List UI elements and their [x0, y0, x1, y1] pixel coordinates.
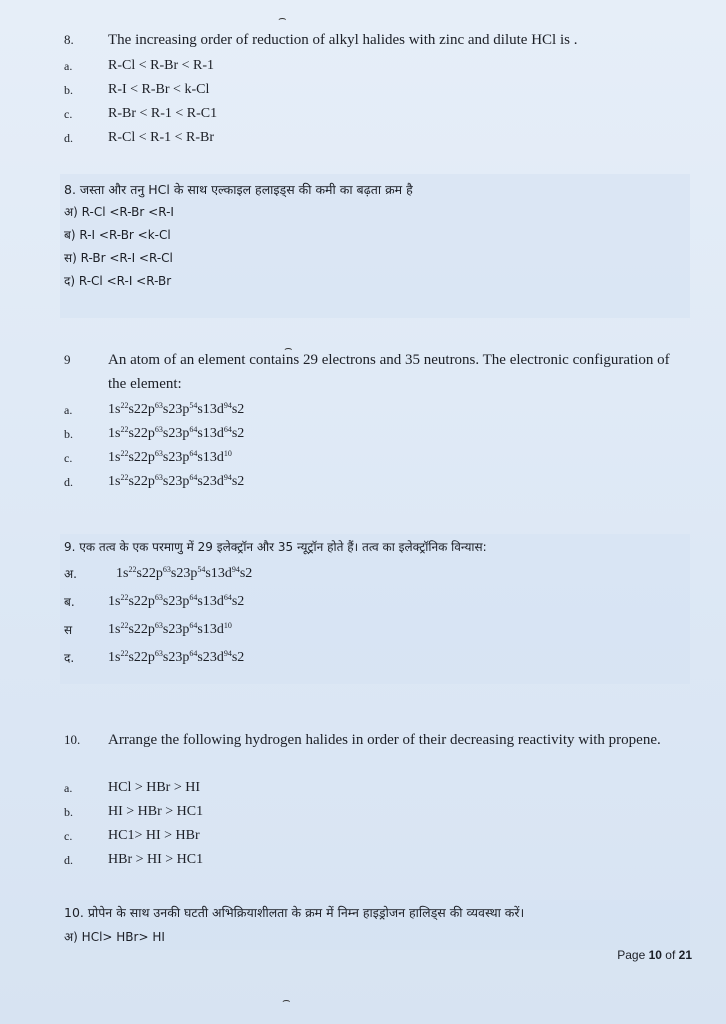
option-text: अ) R-Cl <R-Br <R-I	[64, 205, 174, 219]
option-label: d.	[64, 475, 73, 489]
option-label: द.	[64, 651, 75, 665]
question-text: 9. एक तत्व के एक परमाणु में 29 इलेक्ट्रॉन और 35 न्यूट्रॉन होते हैं। तत्व का इलेक्ट्रॉनिक विन्यास:	[64, 540, 487, 554]
page-number	[617, 948, 692, 962]
option-d	[60, 470, 690, 494]
option-text: $1s^{22}s22p^{63}s23p^{54}s13d^{94}s2$	[108, 401, 245, 417]
pen-mark: ⌢	[278, 10, 287, 25]
option-text: $1s^{22}s22p^{63}s23p^{64}s13d^{64}s2$	[108, 593, 245, 609]
option-b	[60, 800, 690, 824]
option-a	[60, 54, 690, 78]
option-b	[60, 224, 690, 247]
question-9-hindi	[60, 534, 690, 684]
option-d	[60, 644, 690, 672]
option-label: b.	[64, 805, 73, 819]
option-c	[60, 824, 690, 848]
option-text: $1s^{22}s22p^{63}s23p^{64}s13d^{64}s2$	[108, 425, 245, 441]
option-label: a.	[64, 403, 73, 417]
option-text: HC1> HI > HBr	[108, 828, 200, 843]
question-text: 8. जस्ता और तनु HCl के साथ एल्काइल हलाइड्स की कमी का बढ़ता क्रम है	[64, 182, 413, 197]
option-text: R-Cl < R-Br < R-1	[108, 58, 215, 73]
pen-mark: ⌢	[284, 340, 293, 355]
question-text: 10. प्रोपेन के साथ उनकी घटती अभिक्रियाशीलता के क्रम में निम्न हाइड्रोजन हालिड्स की व्यवस्था करें।	[64, 905, 525, 920]
option-label: b.	[64, 83, 73, 97]
option-c	[60, 247, 690, 270]
option-d	[60, 126, 690, 150]
page-of: of	[661, 948, 679, 962]
option-text: द) R-Cl <R-I <R-Br	[64, 274, 172, 288]
option-text: ब) R-I <R-Br <k-Cl	[64, 228, 171, 242]
option-text: $1s^{22}s22p^{63}s23p^{64}s23d^{94}s2$	[108, 649, 245, 665]
question-text: Arrange the following hydrogen halides in order of their decreasing reactivity with propene.	[108, 732, 661, 748]
pen-mark: ⌢	[282, 992, 291, 1007]
option-text: HBr > HI > HC1	[108, 852, 204, 867]
option-d	[60, 848, 690, 872]
option-text: HCl > HBr > HI	[108, 780, 201, 795]
page-label: Page	[617, 948, 649, 962]
current-page: 10	[648, 948, 662, 962]
option-c	[60, 102, 690, 126]
option-label: c.	[64, 829, 73, 843]
option-a	[60, 776, 690, 800]
question-number: 9	[64, 352, 71, 367]
option-text: $1s^{22}s22p^{63}s23p^{64}s13d^{10}$	[108, 449, 232, 465]
option-c	[60, 616, 690, 644]
question-8-hindi-stem	[60, 178, 690, 201]
option-a	[60, 926, 690, 949]
option-b	[60, 78, 690, 102]
option-text: अ) HCl> HBr> HI	[64, 930, 165, 944]
option-label: स	[64, 623, 73, 637]
option-a	[60, 398, 690, 422]
question-10-hindi-stem	[60, 900, 690, 926]
question-8-stem	[60, 28, 690, 54]
option-d	[60, 270, 690, 293]
question-8-hindi	[60, 174, 690, 318]
total-pages: 21	[678, 948, 692, 962]
option-label: c.	[64, 451, 73, 465]
question-10-stem	[60, 728, 690, 776]
option-b	[60, 422, 690, 446]
question-9-hindi-stem	[60, 534, 690, 560]
question-9-english	[60, 348, 690, 494]
option-text: $1s^{22}s22p^{63}s23p^{64}s23d^{94}s2$	[108, 473, 245, 489]
question-text: The increasing order of reduction of alkyl halides with zinc and dilute HCl is .	[108, 32, 578, 48]
option-text: $1s^{22}s22p^{63}s23p^{54}s13d^{94}s2$	[116, 565, 253, 581]
option-label: a.	[64, 781, 73, 795]
option-text: R-Br < R-1 < R-C1	[108, 106, 218, 121]
question-number: 8.	[64, 32, 74, 47]
option-label: b.	[64, 427, 73, 441]
question-number: 10.	[64, 732, 81, 747]
option-a	[60, 201, 690, 224]
option-label: ब.	[64, 595, 75, 609]
option-label: d.	[64, 131, 73, 145]
option-label: d.	[64, 853, 73, 867]
question-10-english	[60, 728, 690, 872]
question-10-hindi	[60, 900, 690, 950]
question-8-english	[60, 28, 690, 150]
option-label: c.	[64, 107, 73, 121]
question-9-stem	[60, 348, 690, 398]
option-text: R-Cl < R-1 < R-Br	[108, 130, 215, 145]
option-a	[60, 560, 690, 588]
option-text: $1s^{22}s22p^{63}s23p^{64}s13d^{10}$	[108, 621, 232, 637]
option-label: अ.	[64, 567, 77, 581]
option-text: HI > HBr > HC1	[108, 804, 204, 819]
question-text: An atom of an element contains 29 electrons and 35 neutrons. The electronic configuration of the element:	[108, 352, 670, 392]
option-text: R-I < R-Br < k-Cl	[108, 82, 210, 97]
option-c	[60, 446, 690, 470]
option-text: स) R-Br <R-I <R-Cl	[64, 251, 173, 265]
option-b	[60, 588, 690, 616]
option-label: a.	[64, 59, 73, 73]
